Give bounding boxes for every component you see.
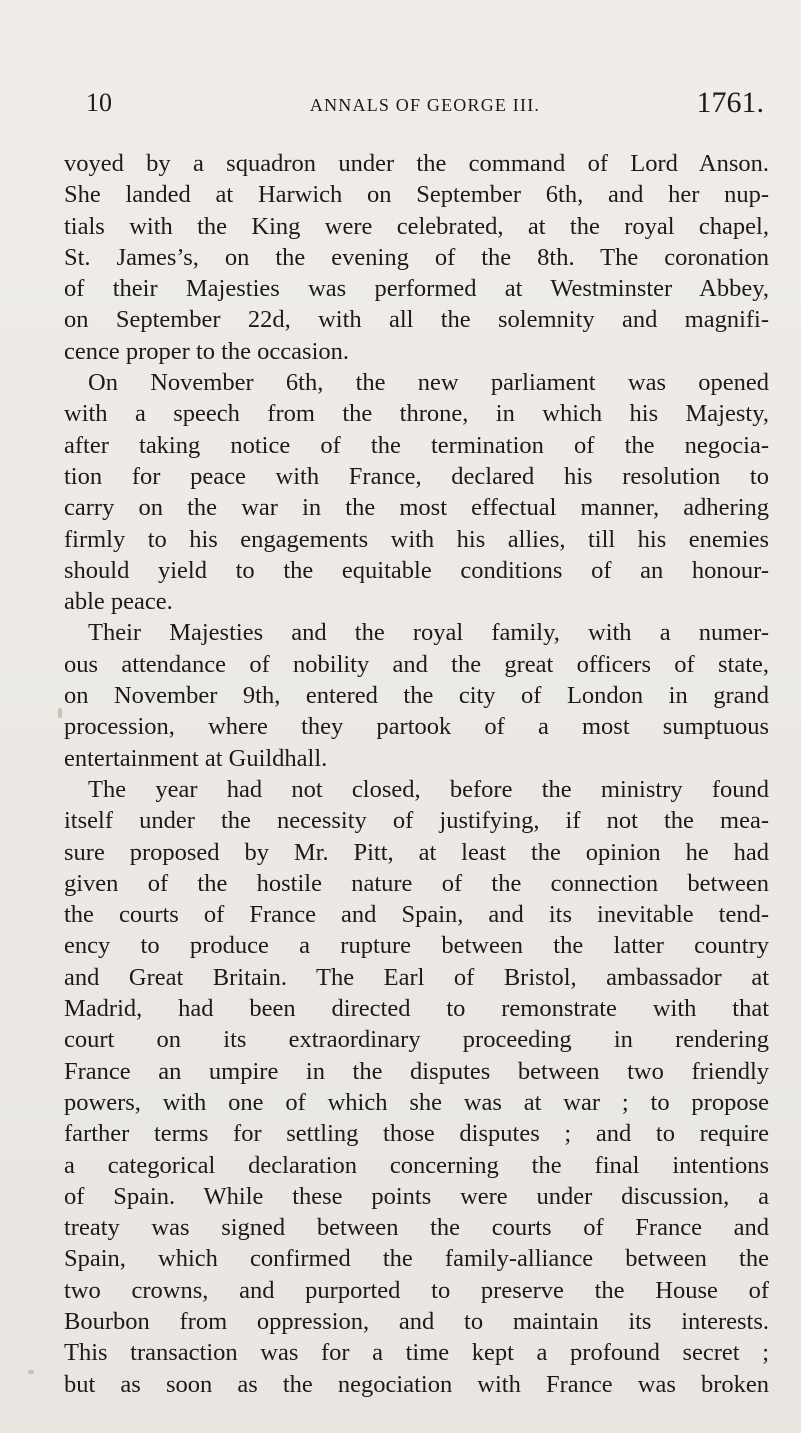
text-line: of Spain. While these points were under discussion, a bbox=[64, 1182, 769, 1210]
text-line: entertainment at Guildhall. bbox=[64, 744, 328, 772]
running-head: ANNALS OF GEORGE III. bbox=[309, 95, 541, 115]
text-line: and Great Britain. The Earl of Bristol, ambassador at bbox=[64, 963, 769, 991]
text-line: This transaction was for a time kept a profound secret ; bbox=[64, 1339, 769, 1367]
text-line: of their Majesties was performed at Westminster Abbey, bbox=[64, 275, 769, 303]
text-line: St. James’s, on the evening of the 8th. The coronation bbox=[64, 243, 769, 271]
text-line: She landed at Harwich on September 6th, and her nup- bbox=[64, 181, 769, 209]
text-line: Their Majesties and the royal family, with a numer- bbox=[88, 619, 769, 647]
text-line: after taking notice of the termination of the negocia- bbox=[64, 431, 769, 459]
margin-mark bbox=[28, 1370, 34, 1374]
text-line: Spain, which confirmed the family-alliance between the bbox=[64, 1245, 769, 1273]
text-line: on November 9th, entered the city of London in grand bbox=[64, 682, 769, 710]
text-line: tion for peace with France, declared his resolution to bbox=[64, 462, 769, 490]
text-line: carry on the war in the most effectual manner, adhering bbox=[64, 494, 769, 522]
body-text bbox=[64, 148, 769, 1400]
text-line: ency to produce a rupture between the latter country bbox=[64, 932, 769, 960]
text-line: on September 22d, with all the solemnity and magnifi- bbox=[64, 306, 769, 334]
text-line: but as soon as the negociation with France was broken bbox=[64, 1370, 769, 1398]
text-line: two crowns, and purported to preserve the House of bbox=[64, 1276, 769, 1304]
text-line: able peace. bbox=[64, 588, 173, 616]
text-line: with a speech from the throne, in which his Majesty, bbox=[64, 400, 769, 428]
text-line: voyed by a squadron under the command of Lord Anson. bbox=[64, 150, 769, 177]
text-line: should yield to the equitable conditions of an honour- bbox=[64, 556, 769, 584]
text-line: Madrid, had been directed to remonstrate with that bbox=[64, 995, 769, 1023]
text-line: given of the hostile nature of the connection between bbox=[64, 869, 769, 897]
margin-mark bbox=[58, 708, 62, 718]
text-line: farther terms for settling those disputes ; and to require bbox=[64, 1120, 769, 1148]
text-line: a categorical declaration concerning the final intentions bbox=[64, 1151, 769, 1179]
text-line: Bourbon from oppression, and to maintain its interests. bbox=[64, 1307, 769, 1335]
text-line: treaty was signed between the courts of France and bbox=[64, 1214, 769, 1242]
text-line: tials with the King were celebrated, at the royal chapel, bbox=[64, 212, 769, 240]
text-line: cence proper to the occasion. bbox=[64, 337, 350, 365]
text-line: procession, where they partook of a most sumptuous bbox=[64, 713, 769, 741]
text-line: the courts of France and Spain, and its inevitable tend- bbox=[64, 901, 769, 929]
text-line: France an umpire in the disputes between two friendly bbox=[64, 1057, 769, 1085]
text-line: itself under the necessity of justifying, if not the mea- bbox=[64, 807, 769, 835]
text-line: On November 6th, the new parliament was opened bbox=[88, 369, 769, 397]
page-header bbox=[86, 88, 764, 128]
header-year: 1761. bbox=[696, 86, 764, 119]
page-number: 10 bbox=[86, 88, 112, 117]
text-line: powers, with one of which she was at war ; to propose bbox=[64, 1088, 769, 1116]
text-line: ous attendance of nobility and the great officers of state, bbox=[64, 650, 769, 678]
text-line: firmly to his engagements with his allies, till his enemies bbox=[64, 525, 769, 553]
text-line: court on its extraordinary proceeding in rendering bbox=[64, 1026, 769, 1054]
text-line: sure proposed by Mr. Pitt, at least the opinion he had bbox=[64, 838, 769, 866]
text-line: The year had not closed, before the ministry found bbox=[88, 775, 769, 803]
